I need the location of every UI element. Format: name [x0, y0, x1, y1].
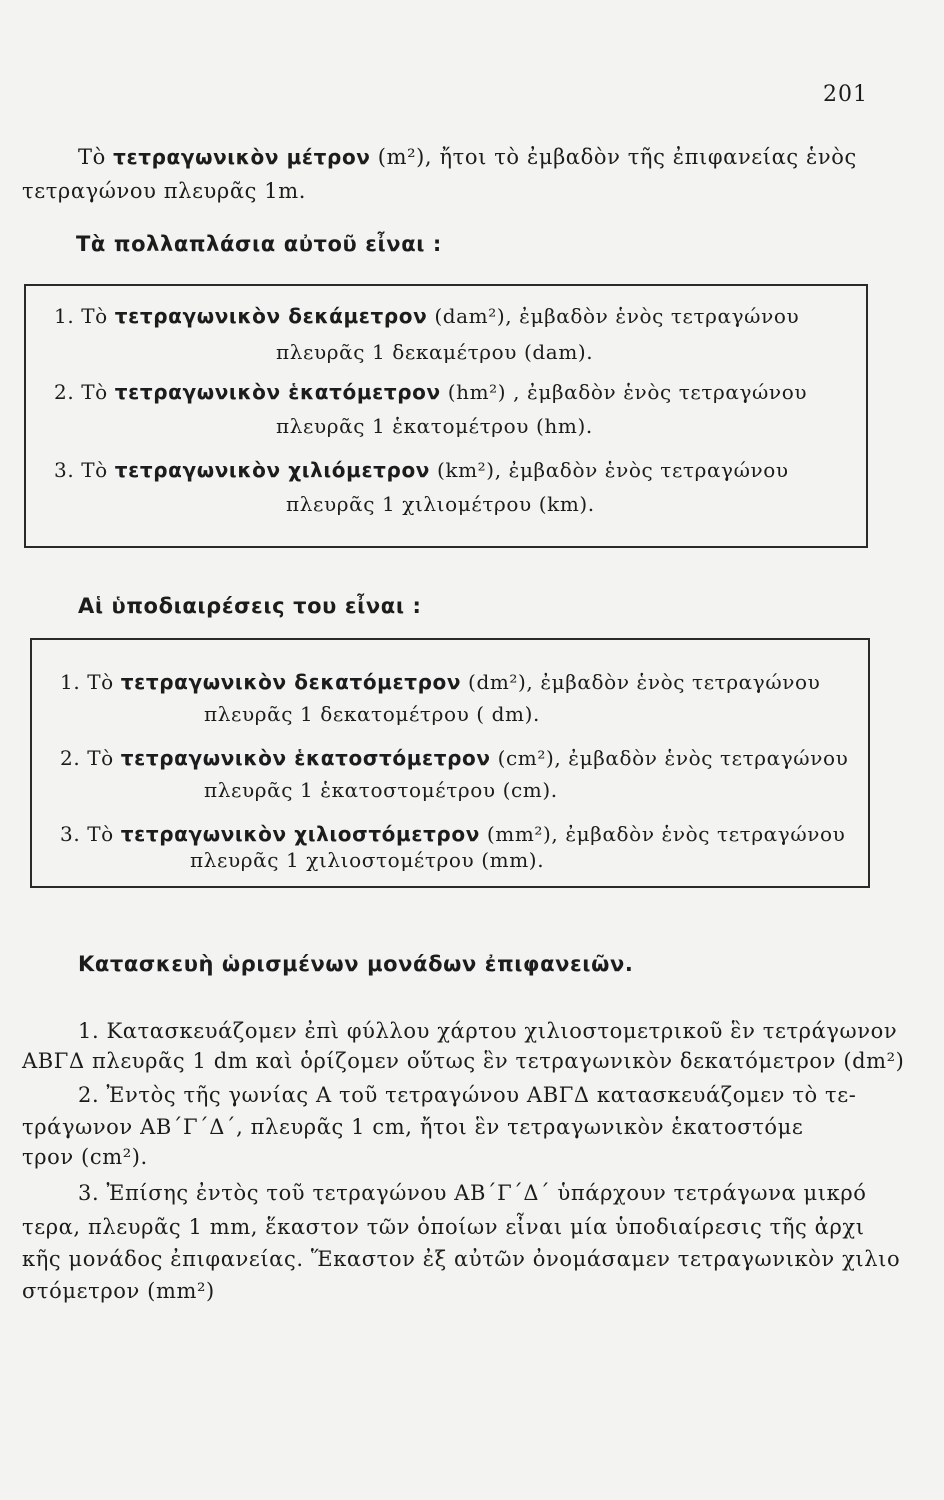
intro-line-2: τετραγώνου πλευρᾶς 1m.: [22, 179, 307, 203]
construction-line-4: τράγωνον ΑΒ΄Γ΄Δ΄, πλευρᾶς 1 cm, ἤτοι ἓν τετραγωνικὸν ἑκατοστόμε: [22, 1115, 804, 1139]
item-num: 3. Τὸ: [54, 458, 115, 482]
construction-line-9: στόμετρον (mm²): [22, 1279, 215, 1303]
item-unit: (cm²), ἐμβαδὸν ἑνὸς τετραγώνου: [490, 746, 849, 770]
subdivisions-item-3: [60, 822, 845, 846]
subdivisions-item-2-cont: πλευρᾶς 1 ἑκατοστομέτρου (cm).: [204, 778, 558, 802]
multiples-item-3-cont: πλευρᾶς 1 χιλιομέτρου (km).: [286, 492, 595, 516]
subdivisions-item-1: [60, 670, 820, 694]
item-num: 2. Τὸ: [54, 380, 115, 404]
item-num: 1. Τὸ: [60, 670, 121, 694]
item-unit: (km²), ἐμβαδὸν ἑνὸς τετραγώνου: [430, 458, 789, 482]
construction-line-1: 1. Κατασκευάζομεν ἐπὶ φύλλου χάρτου χιλιοστομετρικοῦ ἓν τετράγωνον: [78, 1019, 898, 1043]
construction-line-7: τερα, πλευρᾶς 1 mm, ἕκαστον τῶν ὁποίων εἶναι μία ὑποδιαίρεσις τῆς ἀρχι: [22, 1215, 865, 1239]
item-num: 3. Τὸ: [60, 822, 121, 846]
subdivisions-heading: Αἱ ὑποδιαιρέσεις του εἶναι :: [78, 594, 422, 618]
item-num: 1. Τὸ: [54, 304, 115, 328]
item-name: τετραγωνικὸν χιλιόμετρον: [114, 458, 431, 482]
multiples-item-3: [54, 458, 789, 482]
intro-term: τετραγωνικὸν μέτρον: [113, 145, 371, 169]
item-name: τετραγωνικὸν ἑκατόμετρον: [114, 380, 441, 404]
construction-line-3: 2. Ἐντὸς τῆς γωνίας Α τοῦ τετραγώνου ΑΒΓΔ κατασκευάζομεν τὸ τε-: [78, 1083, 857, 1107]
item-unit: (dam²), ἐμβαδὸν ἑνὸς τετραγώνου: [427, 304, 800, 328]
multiples-item-1-cont: πλευρᾶς 1 δεκαμέτρου (dam).: [276, 340, 594, 364]
item-name: τετραγωνικὸν δεκατόμετρον: [120, 670, 462, 694]
item-name: τετραγωνικὸν δεκάμετρον: [114, 304, 428, 328]
construction-line-6: 3. Ἐπίσης ἐντὸς τοῦ τετραγώνου ΑΒ΄Γ΄Δ΄ ὑπάρχουν τετράγωνα μικρό: [78, 1181, 867, 1205]
item-name: τετραγωνικὸν ἑκατοστόμετρον: [120, 746, 491, 770]
item-name: τετραγωνικὸν χιλιοστόμετρον: [120, 822, 480, 846]
multiples-item-2-cont: πλευρᾶς 1 ἑκατομέτρου (hm).: [276, 414, 593, 438]
construction-line-5: τρον (cm²).: [22, 1145, 148, 1169]
page-number: 201: [823, 82, 868, 107]
intro-post: (m²), ἤτοι τὸ ἐμβαδὸν τῆς ἐπιφανείας ἑνὸς: [370, 145, 857, 169]
subdivisions-item-3-cont: πλευρᾶς 1 χιλιοστομέτρου (mm).: [190, 848, 545, 872]
construction-line-8: κῆς μονάδος ἐπιφανείας. Ἕκαστον ἐξ αὐτῶν ὀνομάσαμεν τετραγωνικὸν χιλιο: [22, 1247, 901, 1271]
construction-line-2: ΑΒΓΔ πλευρᾶς 1 dm καὶ ὁρίζομεν οὕτως ἓν τετραγωνικὸν δεκατόμετρον (dm²): [22, 1049, 905, 1073]
subdivisions-item-2: [60, 746, 848, 770]
construction-heading: Κατασκευὴ ὡρισμένων μονάδων ἐπιφανειῶν.: [78, 952, 634, 976]
item-unit: (hm²) , ἐμβαδὸν ἑνὸς τετραγώνου: [440, 380, 808, 404]
intro-pre: Τὸ: [78, 145, 114, 169]
intro-paragraph: [22, 140, 862, 208]
multiples-item-2: [54, 380, 807, 404]
item-unit: (dm²), ἐμβαδὸν ἑνὸς τετραγώνου: [461, 670, 821, 694]
subdivisions-item-1-cont: πλευρᾶς 1 δεκατομέτρου ( dm).: [204, 702, 540, 726]
multiples-heading: Τὰ πολλαπλάσια αὐτοῦ εἶναι :: [76, 232, 442, 256]
multiples-item-1: [54, 304, 799, 328]
item-num: 2. Τὸ: [60, 746, 121, 770]
intro-line-1: [22, 140, 862, 174]
item-unit: (mm²), ἐμβαδὸν ἑνὸς τετραγώνου: [479, 822, 846, 846]
